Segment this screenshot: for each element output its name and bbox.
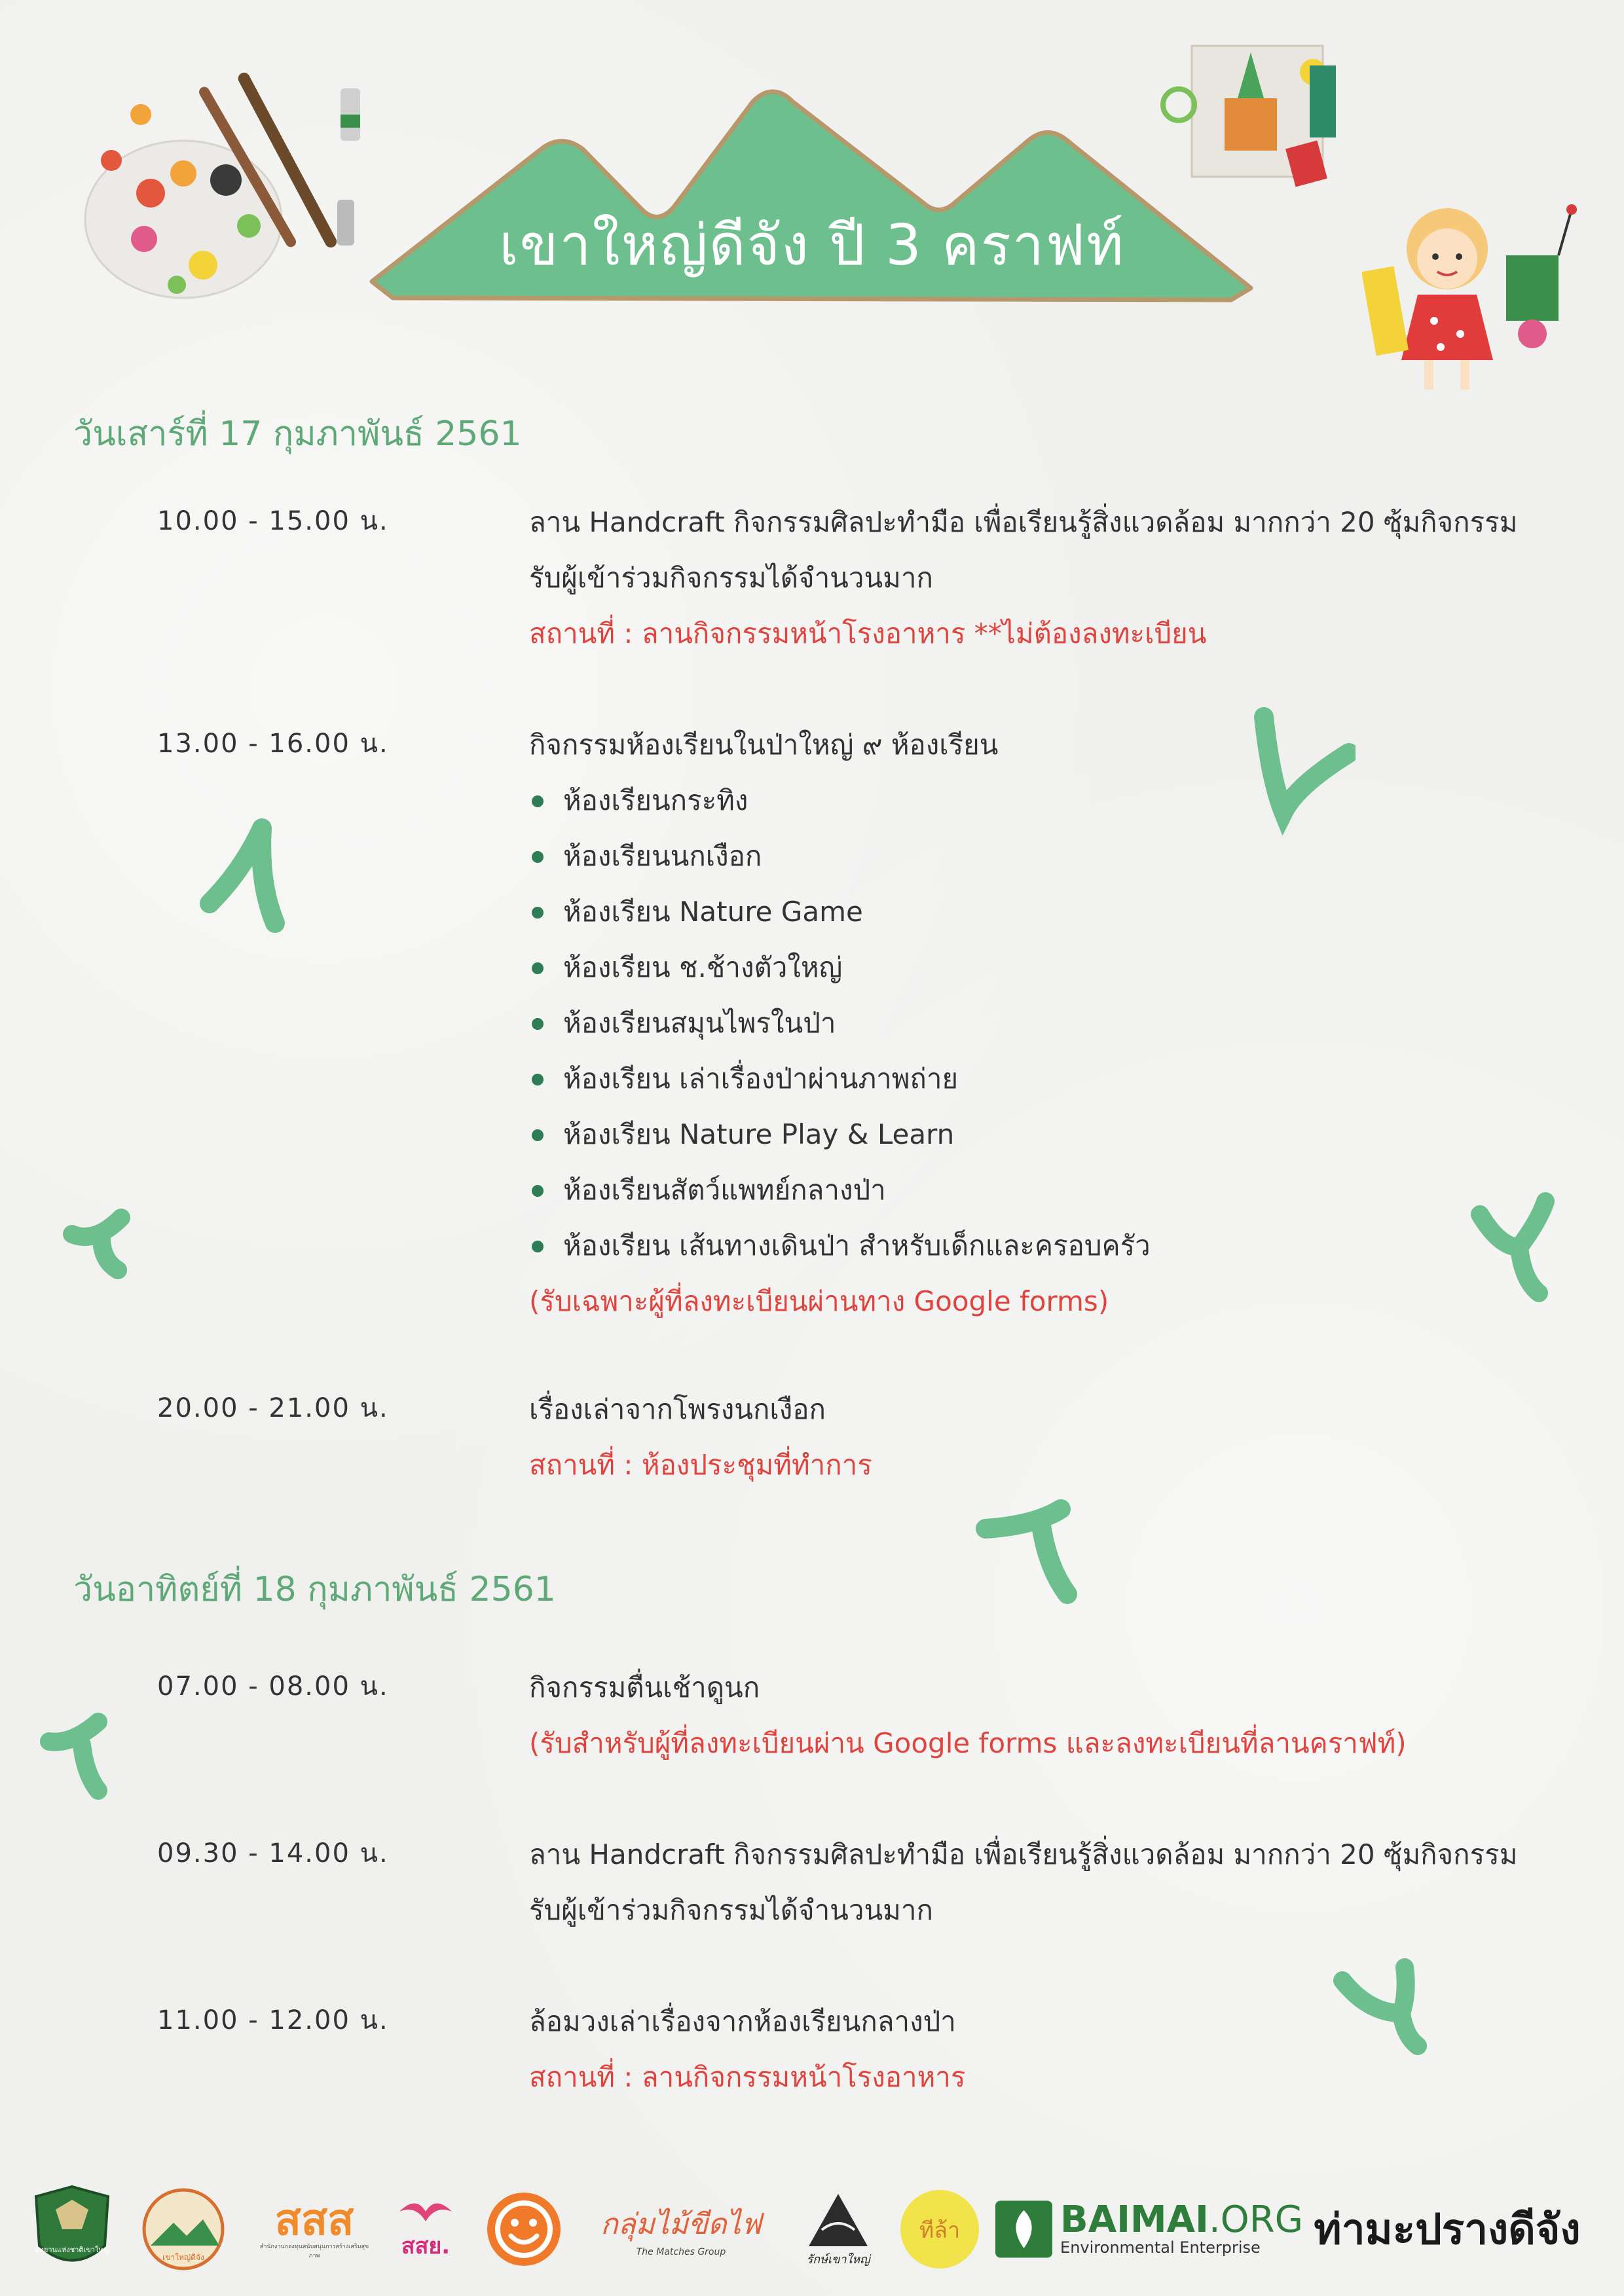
registration-note: (รับสำหรับผู้ที่ลงทะเบียนผ่าน Google forms และลงทะเบียนที่ลานคราฟท์): [529, 1727, 1407, 1759]
list-item: [529, 828, 1577, 884]
teelah-logo: [897, 2180, 982, 2278]
sprout-decoration: [39, 1709, 118, 1800]
page-title: เขาใหญ่ดีจัง ปี 3 คราฟท์: [499, 213, 1125, 278]
activity-description: [529, 1381, 1577, 1493]
time-range: 09.30 - 14.00 น.: [157, 1838, 389, 1868]
classroom-name: ห้องเรียน เล่าเรื่องป่าผ่านภาพถ่าย: [563, 1063, 959, 1095]
baimai-logo-text: BAIMAI: [1060, 2198, 1209, 2241]
venue-text: สถานที่ : ลานกิจกรรมหน้าโรงอาหาร: [529, 2061, 966, 2093]
tree-icon: [802, 2191, 874, 2250]
rak-khaoyai-logo: [792, 2180, 884, 2278]
activity-text: ลาน Handcraft กิจกรรมศิลปะทำมือ เพื่อเรียนรู้สิ่งแวดล้อม มากกว่า 20 ซุ้มกิจกรรม: [529, 1838, 1518, 1870]
leaf-icon: [995, 2200, 1052, 2259]
list-item: [529, 884, 1577, 939]
thaihealth-logo: [252, 2180, 377, 2278]
list-item: [529, 1051, 1577, 1106]
activity-text: กิจกรรมห้องเรียนในป่าใหญ่ ๙ ห้องเรียน: [529, 729, 999, 761]
smile-icon: [485, 2190, 563, 2269]
teelah-circle-icon: [897, 2187, 982, 2272]
sponsor-logos: [26, 2180, 1611, 2278]
day-heading: วันอาทิตย์ที่ 18 กุมภาพันธ์ 2561: [73, 1570, 556, 1609]
bullet-icon: [532, 795, 544, 807]
classroom-name: ห้องเรียนสัตว์แพทย์กลางป่า: [563, 1174, 886, 1206]
bird-icon: [396, 2195, 455, 2228]
classroom-name: ห้องเรียน เส้นทางเดินป่า สำหรับเด็กและครอบครัว: [563, 1230, 1151, 1262]
time-range: 13.00 - 16.00 น.: [157, 729, 389, 759]
bullet-icon: [532, 1018, 544, 1030]
activity-text: เรื่องเล่าจากโพรงนกเงือก: [529, 1393, 826, 1425]
activity-description: [529, 1994, 1577, 2105]
bullet-icon: [532, 851, 544, 863]
classroom-name: ห้องเรียน Nature Game: [563, 896, 863, 928]
day-heading: วันเสาร์ที่ 17 กุมภาพันธ์ 2561: [73, 414, 522, 454]
time-range: 07.00 - 08.00 น.: [157, 1671, 389, 1702]
bullet-icon: [532, 962, 544, 974]
sorsory-logo-text: สสย.: [401, 2233, 451, 2259]
khaoyai-logo-text: เขาใหญ่ดีจัง: [162, 2253, 204, 2262]
baimai-logo-subtext: Environmental Enterprise: [1060, 2238, 1261, 2257]
activity-description: [529, 1827, 1577, 1938]
activity-description: [529, 717, 1577, 1329]
classroom-name: ห้องเรียน ช.ช้างตัวใหญ่: [563, 951, 843, 983]
matches-logo-subtext: The Matches Group: [636, 2247, 726, 2257]
bullet-icon: [532, 1129, 544, 1141]
baimai-logo: [995, 2180, 1303, 2278]
list-item: [529, 1162, 1577, 1218]
khaoyai-dijung-logo: [141, 2180, 226, 2278]
baimai-logo-domain: .ORG: [1208, 2198, 1303, 2241]
bullet-icon: [532, 907, 544, 919]
thaihealth-logo-subtext: สำนักงานกองทุนสนับสนุนการสร้างเสริมสุขภาพ: [259, 2244, 369, 2259]
khaoyai-circle-icon: [141, 2187, 226, 2272]
title-mountain-badge: [367, 72, 1257, 321]
park-shield-icon: [29, 2183, 115, 2275]
list-item: [529, 939, 1577, 995]
doll-illustration: [1362, 196, 1585, 393]
bullet-icon: [532, 1074, 544, 1085]
venue-text: สถานที่ : ห้องประชุมที่ทำการ: [529, 1449, 872, 1481]
tamaprang-logo: [1310, 2180, 1585, 2278]
activity-text: ลาน Handcraft กิจกรรมศิลปะทำมือ เพื่อเรียนรู้สิ่งแวดล้อม มากกว่า 20 ซุ้มกิจกรรม: [529, 506, 1518, 538]
classroom-name: ห้องเรียน Nature Play & Learn: [563, 1118, 955, 1150]
list-item: [529, 1218, 1577, 1273]
activity-description: [529, 494, 1577, 661]
rak-khaoyai-logo-text: รักษ์เขาใหญ่: [806, 2252, 870, 2267]
classroom-name: ห้องเรียนกระทิง: [563, 784, 748, 816]
park-logo-text: อุทยานแห่งชาติเขาใหญ่: [35, 2246, 109, 2254]
classroom-name: ห้องเรียนนกเงือก: [563, 840, 762, 872]
classroom-name: ห้องเรียนสมุนไพรในป่า: [563, 1007, 836, 1039]
activity-text: รับผู้เข้าร่วมกิจกรรมได้จำนวนมาก: [529, 562, 933, 594]
paint-palette-illustration: [72, 62, 373, 324]
sorsory-logo: [383, 2180, 468, 2278]
time-range: 10.00 - 15.00 น.: [157, 506, 389, 536]
time-range: 20.00 - 21.00 น.: [157, 1393, 389, 1423]
activity-text: ล้อมวงเล่าเรื่องจากห้องเรียนกลางป่า: [529, 2005, 956, 2037]
national-park-logo: [29, 2180, 115, 2278]
matches-logo-text: กลุ่มไม้ขีดไฟ: [600, 2208, 762, 2241]
tamaprang-logo-text: ท่ามะปรางดีจัง: [1314, 2206, 1581, 2254]
activity-description: [529, 1660, 1577, 1771]
venue-text: สถานที่ : ลานกิจกรรมหน้าโรงอาหาร **ไม่ต้องลงทะเบียน: [529, 617, 1207, 649]
list-item: [529, 773, 1577, 828]
smile-logo: [481, 2180, 566, 2278]
bullet-icon: [532, 1185, 544, 1197]
sprout-decoration: [976, 1496, 1094, 1607]
registration-note: (รับเฉพาะผู้ที่ลงทะเบียนผ่านทาง Google forms): [529, 1285, 1109, 1317]
list-item: [529, 1106, 1577, 1162]
sprout-decoration: [196, 818, 295, 936]
activity-text: กิจกรรมตื่นเช้าดูนก: [529, 1671, 760, 1704]
bullet-icon: [532, 1241, 544, 1252]
thaihealth-logo-text: สสส: [274, 2195, 354, 2245]
activity-text: รับผู้เข้าร่วมกิจกรรมได้จำนวนมาก: [529, 1894, 933, 1926]
classroom-list: [529, 773, 1577, 1273]
list-item: [529, 995, 1577, 1051]
matches-group-logo: [576, 2180, 786, 2278]
time-range: 11.00 - 12.00 น.: [157, 2005, 389, 2035]
teelah-logo-text: ทีล้า: [919, 2217, 961, 2244]
sprout-decoration: [62, 1205, 141, 1283]
